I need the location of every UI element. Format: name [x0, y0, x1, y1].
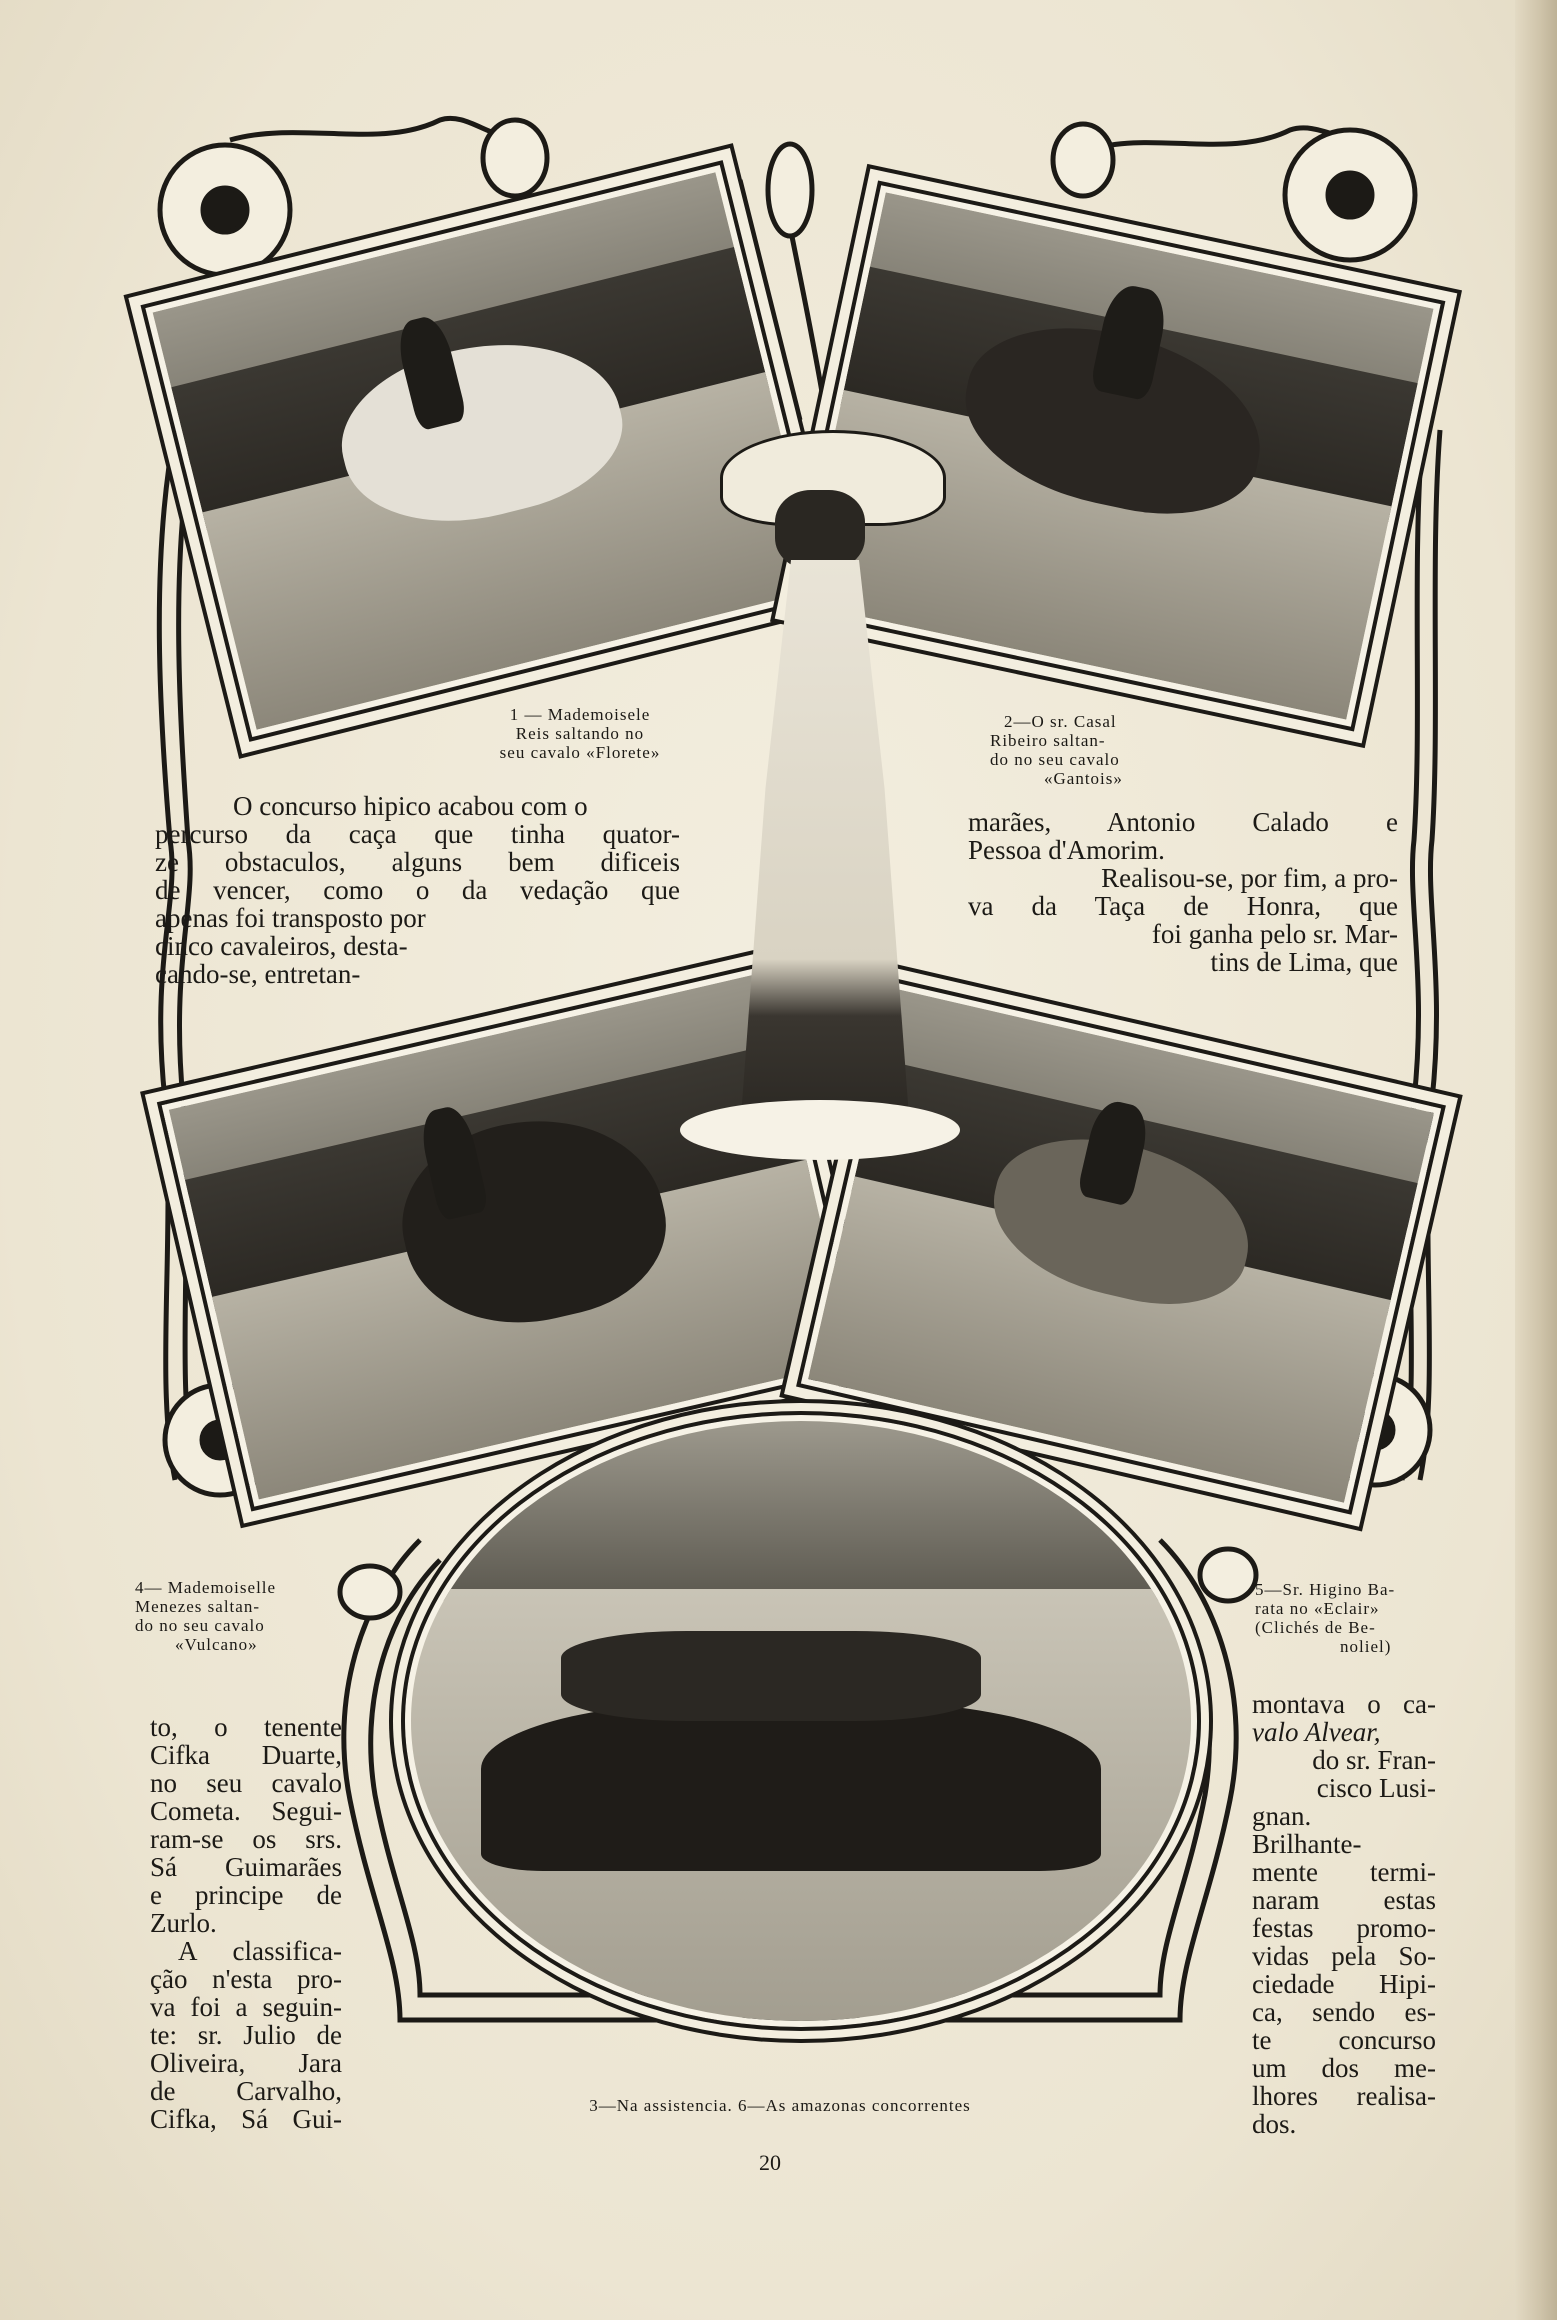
text-line: montava o ca- [1252, 1689, 1436, 1719]
text-line: e principe de [150, 1880, 342, 1910]
text-line: cisco Lusi- [1316, 1773, 1436, 1803]
text-line: no seu cavalo [150, 1768, 342, 1798]
caption-line: Reis saltando no [515, 724, 645, 743]
text-line: lhores realisa- [1252, 2081, 1436, 2111]
caption-line: noliel) [1340, 1637, 1392, 1656]
caption-line: do no seu cavalo [135, 1616, 265, 1635]
text-line: apenas foi transposto por [155, 903, 426, 933]
text-line: valo Alvear, [1252, 1717, 1381, 1747]
text-line: Cifka, Sá Gui- [150, 2104, 342, 2134]
caption-photo-4 [135, 1578, 355, 1654]
text-line: Cifka Duarte, [150, 1740, 342, 1770]
caption-photo-2 [990, 712, 1210, 788]
text-left-bottom [150, 1713, 342, 2133]
photo-woman-standing [680, 430, 980, 1160]
caption-photo-5 [1255, 1580, 1435, 1656]
caption-photo-1 [460, 705, 700, 762]
text-line: te: sr. Julio de [150, 2020, 342, 2050]
caption-line: Ribeiro saltan- [990, 731, 1106, 750]
text-line: Cometa. Segui- [150, 1796, 342, 1826]
text-line: Zurlo. [150, 1908, 217, 1938]
caption-line: 2—O sr. Casal [1004, 712, 1117, 731]
text-line: percurso da caça que tinha quator- [155, 819, 680, 849]
text-line: cinco cavaleiros, desta- [155, 931, 408, 961]
text-line: dos. [1252, 2109, 1297, 2139]
text-line: festas promo- [1252, 1913, 1436, 1943]
text-line: te concurso [1252, 2025, 1436, 2055]
caption-line: Menezes saltan- [135, 1597, 260, 1616]
text-line: de Carvalho, [150, 2076, 342, 2106]
text-line: tins de Lima, que [1210, 947, 1398, 977]
text-line: va foi a seguin- [150, 1992, 342, 2022]
text-line: do sr. Fran- [1312, 1745, 1436, 1775]
caption-line: 5—Sr. Higino Ba- [1255, 1580, 1396, 1599]
caption-line: «Vulcano» [175, 1635, 258, 1654]
caption-line: do no seu cavalo [990, 750, 1120, 769]
caption-line: 4— Mademoiselle [135, 1578, 277, 1597]
text-line: vidas pela So- [1252, 1941, 1436, 1971]
text-line: ca, sendo es- [1252, 1997, 1436, 2027]
text-line: marães, Antonio Calado e [968, 807, 1398, 837]
text-line: O concurso hipico acabou com o [233, 791, 588, 821]
text-right-top [968, 808, 1398, 976]
text-line: um dos me- [1252, 2053, 1436, 2083]
text-line: Realisou-se, por fim, a pro- [1101, 863, 1398, 893]
caption-line: (Clichés de Be- [1255, 1618, 1376, 1637]
text-line: de vencer, como o da vedação que [155, 875, 680, 905]
text-line: ze obstaculos, alguns bem dificeis [155, 847, 680, 877]
caption-line: rata no «Eclair» [1255, 1599, 1380, 1618]
text-line: Oliveira, Jara [150, 2048, 342, 2078]
text-left-top [155, 792, 680, 988]
text-line: gnan. [1252, 1801, 1312, 1831]
text-line: va da Taça de Honra, que [968, 891, 1398, 921]
text-line: naram estas [1252, 1885, 1436, 1915]
caption-photo-3-6: 3—Na assistencia. 6—As amazonas concorrentes [589, 2096, 971, 2115]
text-line: cando-se, entretan- [155, 959, 361, 989]
text-line: Brilhante- [1252, 1829, 1362, 1859]
text-line: mente termi- [1252, 1857, 1436, 1887]
text-line: to, o tenente [150, 1712, 342, 1742]
caption-line: seu cavalo «Florete» [499, 743, 661, 762]
text-line: ciedade Hipi- [1252, 1969, 1436, 1999]
text-line: foi ganha pelo sr. Mar- [1151, 919, 1398, 949]
text-line: A classifica- [178, 1936, 342, 1966]
caption-line: 1 — Mademoisele [509, 705, 651, 724]
text-line: Sá Guimarães [150, 1852, 342, 1882]
text-line: ção n'esta pro- [150, 1964, 342, 1994]
caption-line: «Gantois» [1044, 769, 1123, 788]
page-number: 20 [759, 2150, 781, 2175]
photo-6-amazonas [405, 1415, 1197, 2027]
text-right-bottom [1252, 1690, 1436, 2138]
text-line: Pessoa d'Amorim. [968, 835, 1165, 865]
text-line: ram-se os srs. [150, 1824, 342, 1854]
